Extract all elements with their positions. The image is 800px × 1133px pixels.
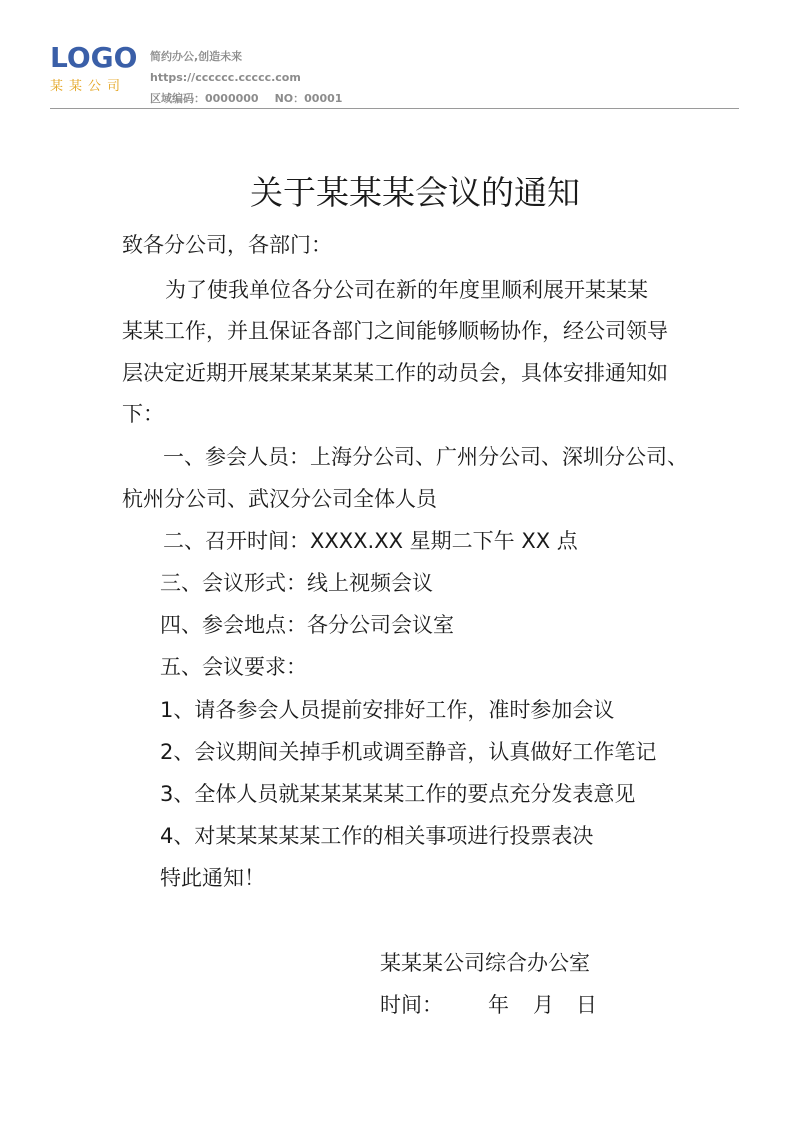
date-day: 日	[576, 993, 597, 1017]
intro-line-2: 某某工作，并且保证各部门之间能够顺畅协作，经公司领导	[122, 319, 668, 343]
requirement-4: 4、对某某某某某工作的相关事项进行投票表决	[160, 824, 594, 848]
header-divider	[50, 108, 739, 109]
closing: 特此通知！	[160, 866, 265, 890]
intro-line-3: 层决定近期开展某某某某某工作的动员会，具体安排通知如	[122, 361, 668, 385]
item-format: 三、会议形式：线上视频会议	[160, 571, 433, 595]
signature: 某某某公司综合办公室	[380, 951, 590, 975]
salutation: 致各分公司，各部门：	[122, 233, 332, 257]
intro-line-1: 为了使我单位各分公司在新的年度里顺利展开某某某	[165, 278, 648, 302]
document-number: NO：00001	[274, 92, 343, 105]
item-location: 四、参会地点：各分公司会议室	[160, 613, 454, 637]
region-code-line	[150, 88, 342, 109]
requirement-2: 2、会议期间关掉手机或调至静音，认真做好工作笔记	[160, 740, 657, 764]
letterhead	[50, 40, 740, 110]
document-title: 关于某某某会议的通知	[250, 173, 580, 212]
item-requirements: 五、会议要求：	[160, 655, 307, 679]
intro-line-4: 下：	[122, 402, 164, 426]
item-attendees-cont: 杭州分公司、武汉分公司全体人员	[122, 487, 437, 511]
date-month: 月	[533, 993, 554, 1017]
logo: LOGO	[50, 41, 138, 74]
requirement-1: 1、请各参会人员提前安排好工作，准时参加会议	[160, 698, 615, 722]
slogan: 简约办公,创造未来	[150, 50, 243, 63]
requirement-3: 3、全体人员就某某某某某工作的要点充分发表意见	[160, 782, 636, 806]
date-label: 时间：	[380, 993, 443, 1017]
item-time: 二、召开时间：XXXX.XX 星期二下午 XX 点	[163, 529, 578, 553]
region-code: 区域编码：0000000	[150, 92, 259, 105]
header-info	[150, 46, 342, 109]
item-attendees: 一、参会人员：上海分公司、广州分公司、深圳分公司、	[163, 445, 688, 469]
date-year: 年	[488, 993, 509, 1017]
company-name: 某某公司	[50, 79, 127, 94]
website-url: https://cccccc.ccccc.com	[150, 71, 301, 84]
